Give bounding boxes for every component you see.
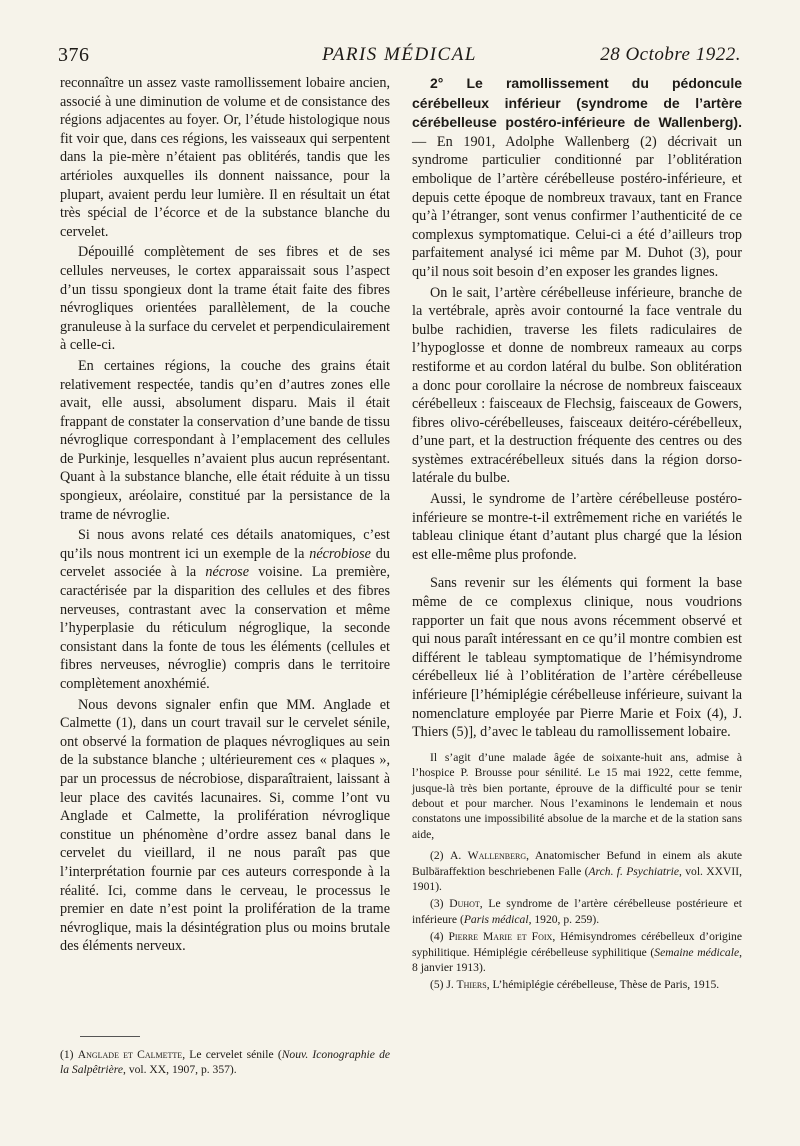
footnote-3-authors: Duhot xyxy=(449,897,480,911)
right-paragraph-1-text: — En 1901, Adolphe Wallenberg (2) décrivait un syndrome particulier conditionné par l’oblitération embolique de l’artère cérébelleuse postéro-inférieure, et depuis cette époque de nombreux travaux, tant en France qu’à l’étranger, sont venus confirmer l’authenticité de ce complexus symptomatique. Celui-ci a été d’ailleurs trop parfaitement analysé ici même par M. Duhot (3), pour qu’il nous soit besoin d’en exposer les grandes lignes. xyxy=(412,133,742,280)
right-paragraph-2: On le sait, l’artère cérébelleuse inférieure, branche de la vertébrale, après avoir contourné la face ventrale du bulbe rachidien, traverse les filets radiculaires de l’hypoglosse et donne de nombreux rameaux au corps restiforme et au cordon latéral du bulbe. Son oblitération a donc pour corollaire la nécrose de nombreux faisceaux cérébelleux : faisceaux de Flechsig, faisceaux de Gowers, fibres olivo-cérébelleuses, faisceaux deitéro-cérébelleux, d’une part, et la destruction fréquente des centres ou des systèmes extracérébelleux situés dans la région dorso-latérale du bulbe. xyxy=(412,284,742,487)
section-title: 2° Le ramollissement du pédoncule cérébelleux inférieur (syndrome de l’artère cérébelleuse postéro-inférieure de Wallenberg). xyxy=(412,75,742,131)
page-header xyxy=(58,36,741,68)
footnote-3 xyxy=(412,896,742,927)
footnote-3-source: Paris médical xyxy=(463,912,529,926)
footnotes-right xyxy=(412,848,742,993)
footnote-1-text-b: , vol. XX, 1907, p. 357). xyxy=(123,1063,237,1077)
right-column xyxy=(412,74,742,995)
footnote-2-authors: A. Wallenberg xyxy=(450,849,527,863)
footnote-4-text-b: , 8 janvier 1913). xyxy=(412,945,742,975)
footnote-2-text-a: , Anatomischer Befund in einem als akute Bulbäraffektion beschriebenen Falle ( xyxy=(412,849,742,878)
footnote-3-text-b: , 1920, p. 259). xyxy=(528,912,600,926)
case-report-text: Il s’agit d’une malade âgée de soixante-huit ans, admise à l’hospice P. Brousse pour sénilité. Le 15 mai 1922, cette femme, jusque-là très bien portante, éprouve de la difficulté pour se tenir debout et pour marcher. Nous l’examinons le lendemain et nous constatons une impossibilité absolue de la marche et de la station sans aide, xyxy=(412,750,742,841)
p4-text-c: voisine. La première, caractérisée par la disparition des cellules et des fibres nerveuses, contrastant avec la conservation et même l’hyperplasie du réticulum négroglique, la seconde consistant dans la fonte de tous les éléments (cellules et fibres nerveuses, névroglie) compris dans le territoire complètement anoxhémié. xyxy=(60,564,390,692)
left-paragraph-2: Dépouillé complètement de ses fibres et de ses cellules nerveuses, le cortex apparaissait sous l’aspect d’un tissu spongieux dont la trame était faite des fibres névrogliques orientées parallèlement, de la couche granuleuse à la surface du cervelet et perpendiculairement à celle-ci. xyxy=(60,244,390,354)
footnote-4-source: Semaine médicale xyxy=(654,945,740,959)
footnote-4 xyxy=(412,929,742,975)
journal-title: PARIS MÉDICAL xyxy=(322,44,477,65)
footnote-1-source: Nouv. Iconographie de la Salpêtrière xyxy=(60,1048,391,1077)
footnote-1-text-a: , Le cervelet sénile ( xyxy=(182,1048,282,1061)
footnote-2-number: (2) xyxy=(430,849,451,863)
left-paragraph-5: Nous devons signaler enfin que MM. Anglade et Calmette (1), dans un court travail sur le cervelet sénile, ont observé la formation de plaques névrogliques au sein de la substance blanche ; ultérieurement ces « plaques », par un processus de nécrobiose, disparaîtraient, laissant à leur place des cavités lacunaires. Si, comme l’ont vu Anglade et Calmette, la prolifération névroglique constitue un phénomène d’ordre assez banal dans le cervelet du vieillard, il ne nous paraît pas que l’interprétation fournie par ces auteurs corresponde à la réalité. Ici, comme dans le cerveau, le processus le premier en date n’est point la prolifération de la trame névroglique, mais la désintégration plus ou moins brutale des éléments nerveux. xyxy=(60,696,390,955)
footnote-2-source: Arch. f. Psychiatrie xyxy=(588,864,680,878)
footnote-5-text-a: , L’hémiplégie cérébelleuse, Thèse de Paris, 1915. xyxy=(486,978,720,992)
p4-emphasis-necrose: nécrose xyxy=(205,564,250,581)
footnote-2 xyxy=(412,848,742,894)
p4-text-b: du cervelet associée à la xyxy=(60,545,390,581)
p4-emphasis-necrobiose: nécrobiose xyxy=(309,545,371,562)
footnote-4-text-a: , Hémisyndromes cérébelleux d’origine syphilitique. Hémiplégie cérébelleuse syphilitique ( xyxy=(412,930,743,959)
left-paragraph-4 xyxy=(60,526,390,693)
footnote-rule xyxy=(80,1036,140,1037)
footnote-5 xyxy=(412,977,742,992)
page-number: 376 xyxy=(58,44,90,66)
left-column xyxy=(60,74,390,958)
right-paragraph-3: Aussi, le syndrome de l’artère cérébelleuse postéro-inférieure se montre-t-il extrêmement riche en variétés le tableau clinique étant d’autant plus chargé que la lésion est elle-même plus profonde. xyxy=(412,491,742,563)
left-paragraph-1: reconnaître un assez vaste ramollissement lobaire ancien, associé à une diminution de volume et de consistance des régions adjacentes au foyer. Or, l’étude histologique nous fit voir que, dans ces régions, les vaisseaux qui serpentent dans la pie-mère n’étaient pas oblitérés, tandis que les artérioles auxquelles ils donnent naissance, pour la plupart, avaient perdu leur lumière. Il en résultait un état très spécial de l’écorce et de la substance blanche du cervelet. xyxy=(60,75,390,240)
footnote-1-authors: Anglade et Calmette xyxy=(77,1048,183,1061)
footnote-3-text-a: , Le syndrome de l’artère cérébelleuse postérieure et inférieure ( xyxy=(412,897,742,926)
footnote-5-number: (5) xyxy=(430,978,447,992)
footnote-1 xyxy=(60,1047,390,1078)
footnote-1-number: (1) xyxy=(60,1048,78,1061)
footnote-4-authors: Pierre Marie et Foix xyxy=(448,930,553,944)
right-paragraph-4: Sans revenir sur les éléments qui forment la base même de ce complexus clinique, nous voudrions rapporter un fait que nous avons récemment observé et qui nous paraît intéressant en ce qu’il montre combien est différent le tableau symptomatique de l’hémisyndrome cérébelleux lié à l’oblitération de l’artère cérébelleuse inférieure [l’hémiplégie cérébelleuse inférieure, suivant la nomenclature employée par Pierre Marie et Foix (4), J. Thiers (5)], d’avec le tableau du ramollissement lobaire. xyxy=(412,575,742,741)
issue-date: 28 Octobre 1922. xyxy=(600,44,741,65)
footnote-3-number: (3) xyxy=(430,897,450,911)
footnote-4-number: (4) xyxy=(430,930,449,944)
case-report xyxy=(412,750,742,842)
p4-text-a: Si nous avons relaté ces détails anatomiques, c’est qu’ils nous montrent ici un exemple de la xyxy=(60,527,390,562)
footnote-2-text-b: , vol. XXVII, 1901). xyxy=(412,864,742,894)
left-paragraph-3: En certaines régions, la couche des grains était relativement respectée, tandis qu’en d’autres zones elle avait, elle aussi, absolument disparu. Mais il était frappant de constater la conservation d’une bande de tissu névroglique correspondant à l’emplacement des cellules de Purkinje, lesquelles n’avaient plus aucun représentant. Quant à la substance blanche, elle était réduite à un tissu spongieux, aréolaire, constitué par la persistance de la trame de névroglie. xyxy=(60,357,390,523)
right-paragraph-1 xyxy=(412,74,742,282)
footnote-5-authors: J. Thiers xyxy=(446,978,487,992)
